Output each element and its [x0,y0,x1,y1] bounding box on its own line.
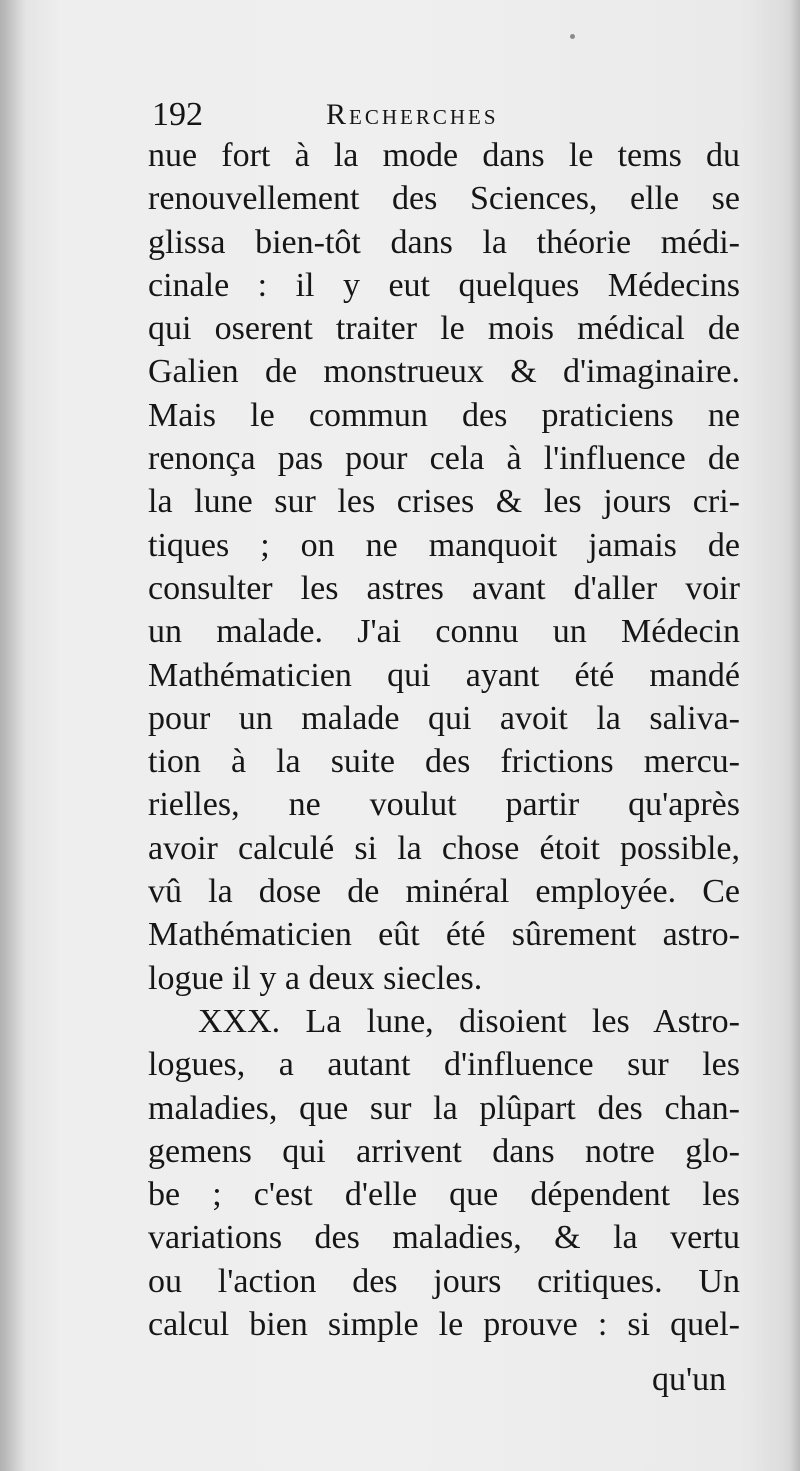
page-header [152,92,652,138]
section-start-line: XXX. La lune, disoient les Astro- [198,1002,740,1040]
text-line: vû la dose de minéral employée. Ce [148,873,740,911]
text-line: tiques ; on ne manquoit jamais de [148,526,740,564]
text-line: consulter les astres avant d'aller voir [148,569,740,607]
text-line: qui oserent traiter le mois médical de [148,310,740,348]
text-line: logue il y a deux siecles. [148,959,483,997]
text-line: Mathématicien qui ayant été mandé [148,656,740,694]
text-line: renonça pas pour cela à l'influence de [148,440,740,478]
text-line: tion à la suite des frictions mercu- [148,743,740,781]
paper-speck [570,34,575,39]
text-line: glissa bien-tôt dans la théorie médi- [148,223,740,261]
text-line: la lune sur les crises & les jours cri- [148,483,740,521]
text-line: variations des maladies, & la vertu [148,1219,740,1257]
text-line: nue fort à la mode dans le tems du [148,137,740,174]
text-line: maladies, que sur la plûpart des chan- [148,1089,740,1127]
page-edge [790,0,800,1471]
text-line: rielles, ne voulut partir qu'après [148,786,740,824]
text-line: ou l'action des jours critiques. Un [148,1262,740,1300]
catchword: qu'un [652,1361,727,1398]
text-line: renouvellement des Sciences, elle se [148,180,740,218]
text-line: calcul bien simple le prouve : si quel- [148,1306,740,1344]
text-line: cinale : il y eut quelques Médecins [148,266,740,304]
text-line: pour un malade qui avoit la saliva- [148,699,740,737]
text-line: avoir calculé si la chose étoit possible, [148,829,740,867]
text-line: be ; c'est d'elle que dépendent les [148,1176,740,1214]
text-line: Mais le commun des praticiens ne [148,396,740,434]
text-line: Mathématicien eût été sûrement astro- [148,916,740,954]
text-line: gemens qui arrivent dans notre glo- [148,1132,740,1170]
body-text [148,134,740,1346]
text-line: Galien de monstrueux & d'imaginaire. [148,353,740,391]
page-number: 192 [152,96,203,133]
spine-shadow [0,0,26,1471]
text-line: un malade. J'ai connu un Médecin [148,613,740,651]
running-head: Recherches [326,98,499,131]
text-line: logues, a autant d'influence sur les [148,1046,740,1084]
